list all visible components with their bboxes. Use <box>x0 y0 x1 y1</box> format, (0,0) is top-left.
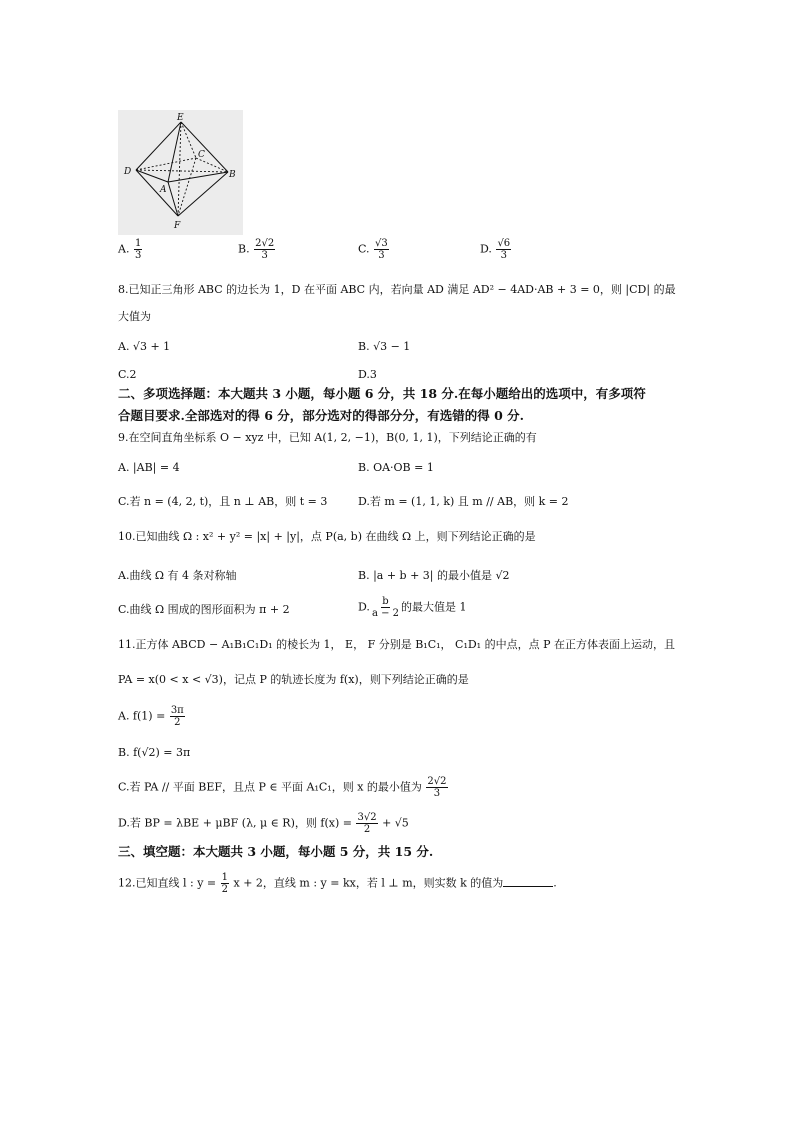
section2-heading-line1: 二、多项选择题：本大题共 3 小题，每小题 6 分，共 18 分.在每小题给出的选项中，有多项符 <box>118 386 646 401</box>
q10-option-d[interactable]: D. $\frac{b}{a - 2}$ 的最大值是 1 <box>358 596 467 619</box>
q10-stem: 10.已知曲线 Ω : x² + y² = |x| + |y|，点 P(a, b) 在曲线 Ω 上，则下列结论正确的是 <box>118 530 536 543</box>
q7-option-d[interactable]: D. $\frac{√6}{3}$ <box>480 238 511 261</box>
q8-stem-line1: 8.已知正三角形 ABC 的边长为 1，D 在平面 ABC 内，若向量 AD 满足 AD² − 4AD·AB + 3 = 0，则 |CD| 的最 <box>118 283 676 296</box>
q7-option-b[interactable]: B. $\frac{2√2}{3}$ <box>238 238 275 261</box>
q8-stem-line2: 大值为 <box>118 310 151 323</box>
q9-option-a[interactable]: A. |AB| = 4 <box>118 461 180 474</box>
q10-option-c[interactable]: C.曲线 Ω 围成的图形面积为 π + 2 <box>118 603 290 616</box>
section3-heading: 三、填空题：本大题共 3 小题，每小题 5 分，共 15 分. <box>118 844 434 859</box>
q9-option-d[interactable]: D.若 m = (1, 1, k) 且 m // AB，则 k = 2 <box>358 495 569 508</box>
q10-option-b[interactable]: B. |a + b + 3| 的最小值是 √2 <box>358 569 510 582</box>
q7-option-a[interactable]: A. $\frac{1}{3}$ <box>118 238 142 261</box>
vertex-label-c: C <box>198 150 205 160</box>
section2-heading-line2: 合题目要求.全部选对的得 6 分，部分选对的得部分分，有选错的得 0 分. <box>118 408 525 423</box>
q9-stem: 9.在空间直角坐标系 O − xyz 中，已知 A(1, 2, −1)，B(0, 1, 1)，下列结论正确的有 <box>118 431 537 444</box>
q9-option-b[interactable]: B. OA·OB = 1 <box>358 461 434 474</box>
vertex-label-d: D <box>124 167 132 177</box>
vertex-label-f: F <box>174 221 181 231</box>
q11-stem-line2: PA = x(0 < x < √3)，记点 P 的轨迹长度为 f(x)，则下列结论正确的是 <box>118 673 469 686</box>
q9-option-c[interactable]: C.若 n = (4, 2, t)，且 n ⊥ AB，则 t = 3 <box>118 495 328 508</box>
vertex-label-b: B <box>229 170 236 180</box>
q8-option-b[interactable]: B. √3 − 1 <box>358 340 411 353</box>
q11-option-d[interactable]: D.若 BP = λBE + μBF (λ, μ ∈ R)，则 f(x) = $\frac{3√2}{2}$ + √5 <box>118 812 409 835</box>
q8-option-a[interactable]: A. √3 + 1 <box>118 340 171 353</box>
q11-option-c[interactable]: C.若 PA // 平面 BEF，且点 P ∈ 平面 A₁C₁，则 x 的最小值为 $\frac{2√2}{3}$ <box>118 776 447 799</box>
q10-option-a[interactable]: A.曲线 Ω 有 4 条对称轴 <box>118 569 237 582</box>
vertex-label-e: E <box>177 113 184 123</box>
q11-option-b[interactable]: B. f(√2) = 3π <box>118 746 191 759</box>
q8-option-d[interactable]: D.3 <box>358 368 377 381</box>
q7-option-c[interactable]: C. $\frac{√3}{3}$ <box>358 238 388 261</box>
octahedron-figure <box>118 110 243 235</box>
answer-blank[interactable] <box>503 877 553 887</box>
q8-option-c[interactable]: C.2 <box>118 368 137 381</box>
vertex-label-a: A <box>160 185 167 195</box>
q11-stem-line1: 11.正方体 ABCD − A₁B₁C₁D₁ 的棱长为 1， E， F 分别是 B₁C₁， C₁D₁ 的中点，点 P 在正方体表面上运动，且 <box>118 638 675 651</box>
q12-stem: 12.已知直线 l : y = $\frac{1}{2}$ x + 2，直线 m : y = kx，若 l ⊥ m，则实数 k 的值为 . <box>118 872 557 895</box>
q11-option-a[interactable]: A. f(1) = $\frac{3\pi}{2}$ <box>118 705 184 728</box>
